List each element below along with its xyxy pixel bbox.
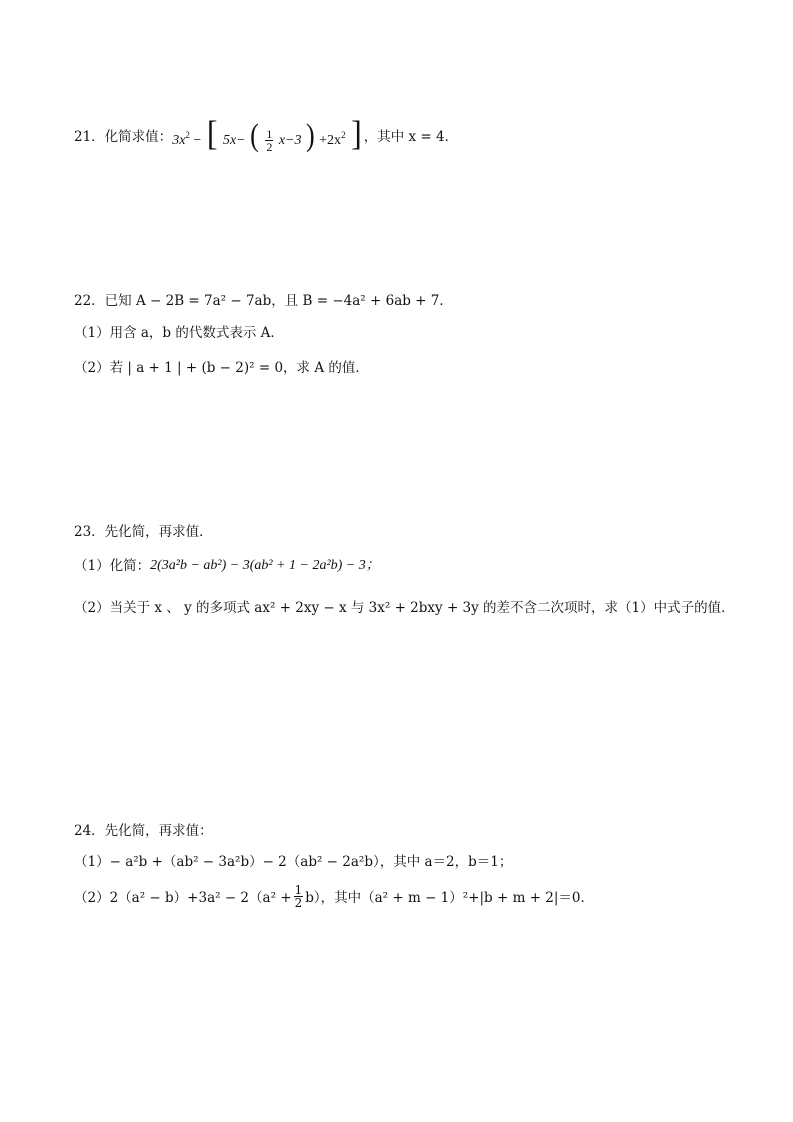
q21-suffix: ，其中 x = 4． [363, 129, 459, 145]
q22-line2: （1）用含 a，b 的代数式表示 A． [74, 325, 284, 341]
q21-line [74, 113, 459, 155]
q24-line3 [74, 880, 594, 912]
q22-line1: 22．已知 A − 2B = 7a² − 7ab，且 B = −4a² + 6ab + 7． [74, 293, 453, 309]
q23-line3: （2）当关于 x 、 y 的多项式 ax² + 2xy − x 与 3x² + 2bxy + 3y 的差不含二次项时，求（1）中式子的值． [74, 600, 735, 616]
q21-fraction: $\frac{1}{2}$ [266, 127, 273, 155]
q24-fraction: $\frac{1}{2}$ [294, 882, 303, 910]
q21-prefix: 21．化简求值： [74, 129, 173, 145]
q21-expression: $3x^2$ − [ 5x− ( $\frac{1}{2}$ x−3 ) $+2x^2$ ] [172, 113, 362, 155]
q24-line2: （1）− a²b +（ab² − 3a²b）− 2（ab² − 2a²b），其中 a＝2，b＝1； [74, 854, 513, 870]
q22-line3: （2）若 | a + 1 | + (b − 2)² = 0，求 A 的值． [74, 360, 369, 376]
q23-line2 [74, 552, 380, 576]
q24-line1: 24．先化简，再求值： [74, 823, 213, 839]
q24-line3-a: （2）2（a² − b）+3a² − 2（a² + [74, 890, 292, 906]
q23-line2-math: 2(3a²b − ab²) − 3(ab² + 1 − 2a²b) − 3； [150, 558, 380, 573]
q23-line2-prefix: （1）化简： [74, 558, 151, 574]
q23-line1: 23．先化简，再求值． [74, 524, 213, 540]
q24-line3-b: b），其中（a² + m − 1）²+|b + m + 2|＝0． [305, 890, 594, 906]
